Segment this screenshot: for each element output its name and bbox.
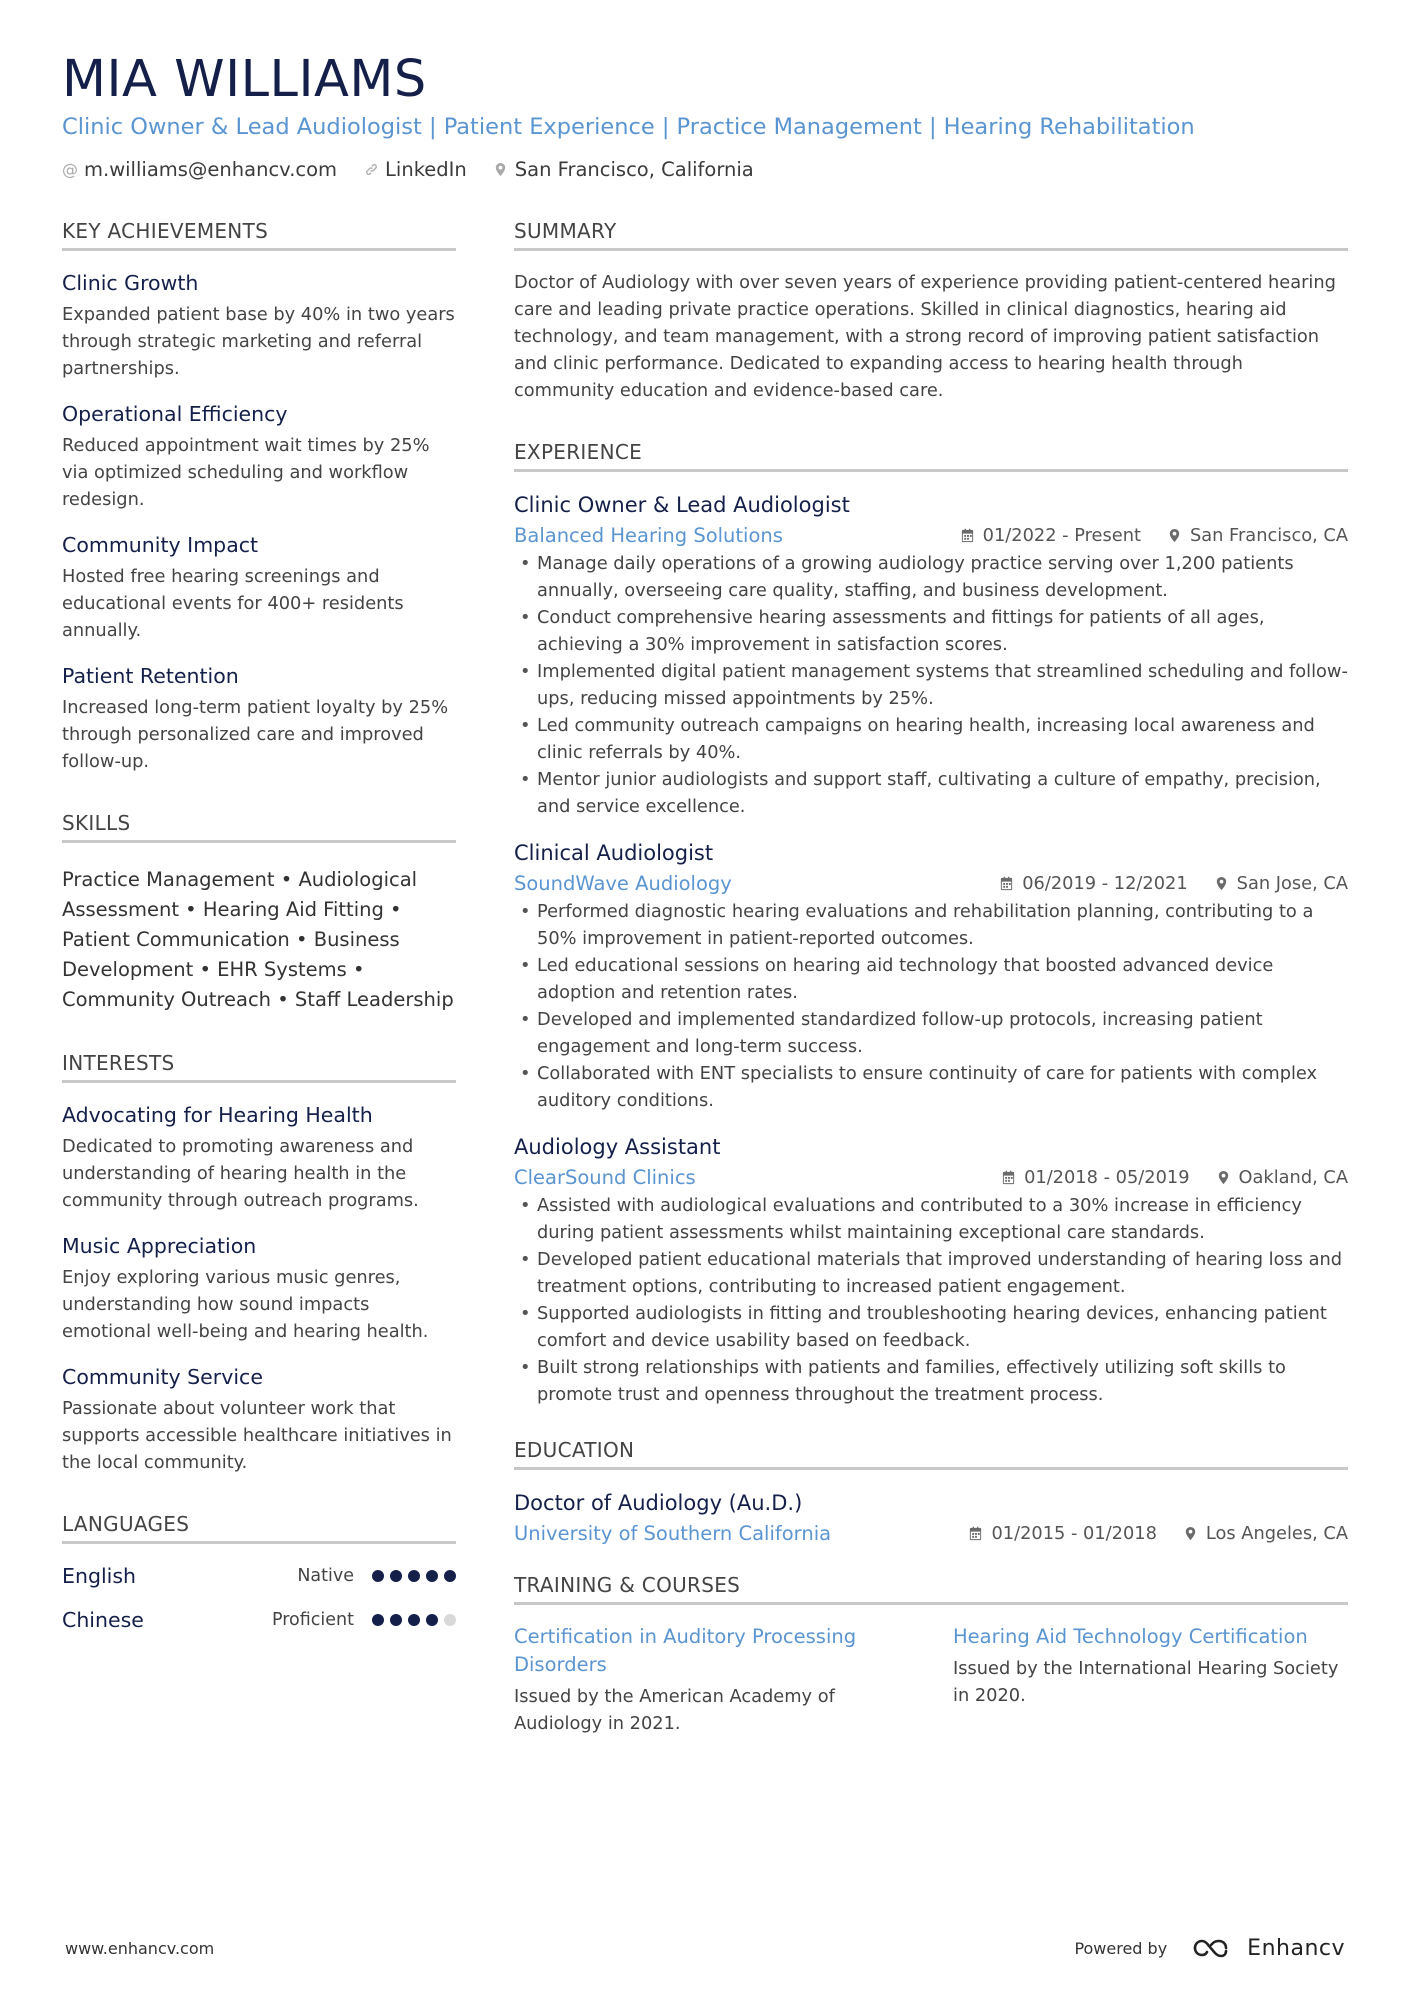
job-dates-text: 01/2022 - Present [982,525,1141,546]
job-bullets [514,550,1348,820]
section-title: SUMMARY [514,219,1348,251]
course-text: Issued by the International Hearing Society in 2020. [953,1658,1339,1706]
candidate-headline: Clinic Owner & Lead Audiologist | Patient Experience | Practice Management | Hearing Rehabilitation [62,114,1195,140]
job-bullets [514,1192,1348,1408]
location-pin-icon [1183,1526,1198,1541]
job-dates [999,873,1187,894]
section-title: EXPERIENCE [514,440,1348,472]
job-title: Clinic Owner & Lead Audiologist [514,493,850,517]
language-row [62,1608,456,1632]
education-dates-text: 01/2015 - 01/2018 [991,1523,1157,1544]
list-item: • Assisted with audiological evaluations and contributed to a 30% increase in efficiency during patient assessments whilst maintaining exceptional care standards. [514,1192,1348,1246]
job-dates [1001,1167,1189,1188]
education-section [514,1438,1348,1545]
job-title: Clinical Audiologist [514,841,714,865]
section-title: LANGUAGES [62,1512,456,1544]
calendar-icon [1001,1170,1016,1185]
section-title: TRAINING & COURSES [514,1573,1348,1605]
language-level: Proficient [272,1610,354,1630]
footer-url[interactable]: www.enhancv.com [65,1938,215,1958]
rating-dot-filled [390,1570,402,1582]
rating-dot-filled [444,1570,456,1582]
skills-list: Practice Management • Audiological Assessment • Hearing Aid Fitting • Patient Communication • Business Development • EHR Systems • Community Outreach • Staff Leadership [62,868,454,1011]
achievement-title: Clinic Growth [62,271,199,295]
interest-item [62,1363,456,1476]
section-title: SKILLS [62,811,456,843]
achievement-item [62,400,456,513]
summary-section [514,219,1348,404]
brand-logo[interactable] [1191,1936,1345,1961]
job-dates-text: 06/2019 - 12/2021 [1022,873,1188,894]
achievement-title: Patient Retention [62,664,239,688]
location-pin-icon [1216,1170,1231,1185]
header [62,50,1348,181]
rating-dot-filled [372,1614,384,1626]
course-list [514,1623,1348,1737]
course-item [953,1623,1348,1737]
interest-title: Community Service [62,1365,263,1389]
job-location [1167,525,1348,546]
section-title: INTERESTS [62,1051,456,1083]
interest-text: Passionate about volunteer work that supports accessible healthcare initiatives in the local community. [62,1398,452,1473]
job-meta [514,1166,1348,1189]
job-entry [514,490,1348,820]
right-column [514,219,1348,1773]
job-company: SoundWave Audiology [514,872,732,895]
job-entry [514,1132,1348,1408]
course-title: Hearing Aid Technology Certification [953,1625,1308,1648]
rating-dot-filled [390,1614,402,1626]
course-item [514,1623,909,1737]
interest-text: Dedicated to promoting awareness and understanding of hearing health in the community through outreach programs. [62,1136,419,1211]
education-location [1183,1523,1348,1544]
job-title: Audiology Assistant [514,1135,721,1159]
interest-item [62,1232,456,1345]
job-company: ClearSound Clinics [514,1166,696,1189]
location-pin-icon [1214,876,1229,891]
job-location [1214,873,1348,894]
job-entry [514,838,1348,1114]
skills-section [62,811,456,1015]
contact-location [493,158,754,181]
link-icon [363,162,379,177]
experience-section [514,440,1348,1408]
language-rating [372,1614,456,1626]
list-item: • Led community outreach campaigns on hearing health, increasing local awareness and clinic referrals by 40%. [514,712,1348,766]
list-item: • Developed patient educational materials that improved understanding of hearing loss and treatment options, contributing to increased patient engagement. [514,1246,1348,1300]
rating-dot-filled [426,1570,438,1582]
school-name: University of Southern California [514,1522,832,1545]
powered-by-label: Powered by [1074,1938,1168,1958]
list-item: • Conduct comprehensive hearing assessments and fittings for patients of all ages, achieving a 30% improvement in satisfaction scores. [514,604,1348,658]
calendar-icon [999,876,1014,891]
achievement-text: Increased long-term patient loyalty by 25% through personalized care and improved follow-up. [62,697,449,772]
rating-dot-filled [408,1570,420,1582]
contact-email-text: m.williams@enhancv.com [84,158,338,181]
course-text: Issued by the American Academy of Audiology in 2021. [514,1686,835,1734]
footer [0,1928,1410,1968]
contact-linkedin-text: LinkedIn [385,158,467,181]
rating-dot-filled [426,1614,438,1626]
list-item: • Supported audiologists in fitting and troubleshooting hearing devices, enhancing patient comfort and device usability based on feedback. [514,1300,1348,1354]
job-location-text: Oakland, CA [1238,1167,1348,1188]
list-item: • Implemented digital patient management systems that streamlined scheduling and follow-ups, reducing missed appointments by 25%. [514,658,1348,712]
job-location [1216,1167,1348,1188]
list-item: • Developed and implemented standardized follow-up protocols, increasing patient engagement and long-term success. [514,1006,1348,1060]
achievement-text: Hosted free hearing screenings and educational events for 400+ residents annually. [62,566,404,641]
language-level: Native [297,1566,354,1586]
language-rating [372,1570,456,1582]
contact-row [62,158,1348,181]
calendar-icon [968,1526,983,1541]
list-item: • Built strong relationships with patients and families, effectively utilizing soft skills to promote trust and openness throughout the treatment process. [514,1354,1348,1408]
list-item: • Mentor junior audiologists and support staff, cultivating a culture of empathy, precision, and service excellence. [514,766,1348,820]
job-location-text: San Francisco, CA [1189,525,1348,546]
education-meta [514,1522,1348,1545]
list-item: • Led educational sessions on hearing aid technology that boosted advanced device adoption and retention rates. [514,952,1348,1006]
achievement-title: Operational Efficiency [62,402,288,426]
course-title: Certification in Auditory Processing Disorders [514,1625,857,1676]
interest-title: Music Appreciation [62,1234,257,1258]
list-item: • Collaborated with ENT specialists to ensure continuity of care for patients with complex auditory conditions. [514,1060,1348,1114]
list-item: • Manage daily operations of a growing audiology practice serving over 1,200 patients annually, overseeing care quality, staffing, and business development. [514,550,1348,604]
language-name: Chinese [62,1608,144,1632]
contact-location-text: San Francisco, California [514,158,754,181]
rating-dot-filled [408,1614,420,1626]
job-meta [514,872,1348,895]
location-pin-icon [493,162,509,177]
location-pin-icon [1167,528,1182,543]
rating-dot-empty [444,1614,456,1626]
interest-item [62,1101,456,1214]
job-location-text: San Jose, CA [1236,873,1348,894]
job-company: Balanced Hearing Solutions [514,524,783,547]
left-column [62,219,456,1773]
language-row [62,1564,456,1588]
brand-name: Enhancv [1247,1935,1345,1961]
job-bullets [514,898,1348,1114]
degree-title: Doctor of Audiology (Au.D.) [514,1491,803,1515]
interests-section [62,1051,456,1476]
job-dates-text: 01/2018 - 05/2019 [1024,1167,1190,1188]
job-dates [960,525,1141,546]
language-name: English [62,1564,137,1588]
summary-text: Doctor of Audiology with over seven years of experience providing patient-centered hearing care and leading private practice operations. Skilled in clinical diagnostics, hearing aid technology, and team management, with a strong record of improving patient satisfaction and clinic performance. Dedicated to expanding access to hearing health through community education and evidence-based care. [514,272,1336,401]
at-icon: @ [62,160,78,179]
list-item: • Performed diagnostic hearing evaluations and rehabilitation planning, contributing to a 50% improvement in patient-reported outcomes. [514,898,1348,952]
interest-title: Advocating for Hearing Health [62,1103,373,1127]
languages-section [62,1512,456,1632]
candidate-name: MIA WILLIAMS [62,50,427,109]
job-meta [514,524,1348,547]
section-title: EDUCATION [514,1438,1348,1470]
achievements-section [62,219,456,775]
education-location-text: Los Angeles, CA [1205,1523,1348,1544]
achievement-title: Community Impact [62,533,259,557]
enhancv-logo-icon [1191,1937,1237,1959]
education-entry [514,1488,1348,1545]
achievement-item [62,269,456,382]
achievement-item [62,662,456,775]
achievement-item [62,531,456,644]
education-dates [968,1523,1156,1544]
interest-text: Enjoy exploring various music genres, understanding how sound impacts emotional well-being and hearing health. [62,1267,429,1342]
achievement-text: Reduced appointment wait times by 25% via optimized scheduling and workflow redesign. [62,435,430,510]
section-title: KEY ACHIEVEMENTS [62,219,456,251]
resume-columns [62,219,1348,1773]
calendar-icon [960,528,975,543]
training-section [514,1573,1348,1737]
contact-linkedin[interactable] [363,158,467,181]
achievement-text: Expanded patient base by 40% in two years through strategic marketing and referral partnerships. [62,304,455,379]
contact-email[interactable] [62,158,337,181]
rating-dot-filled [372,1570,384,1582]
